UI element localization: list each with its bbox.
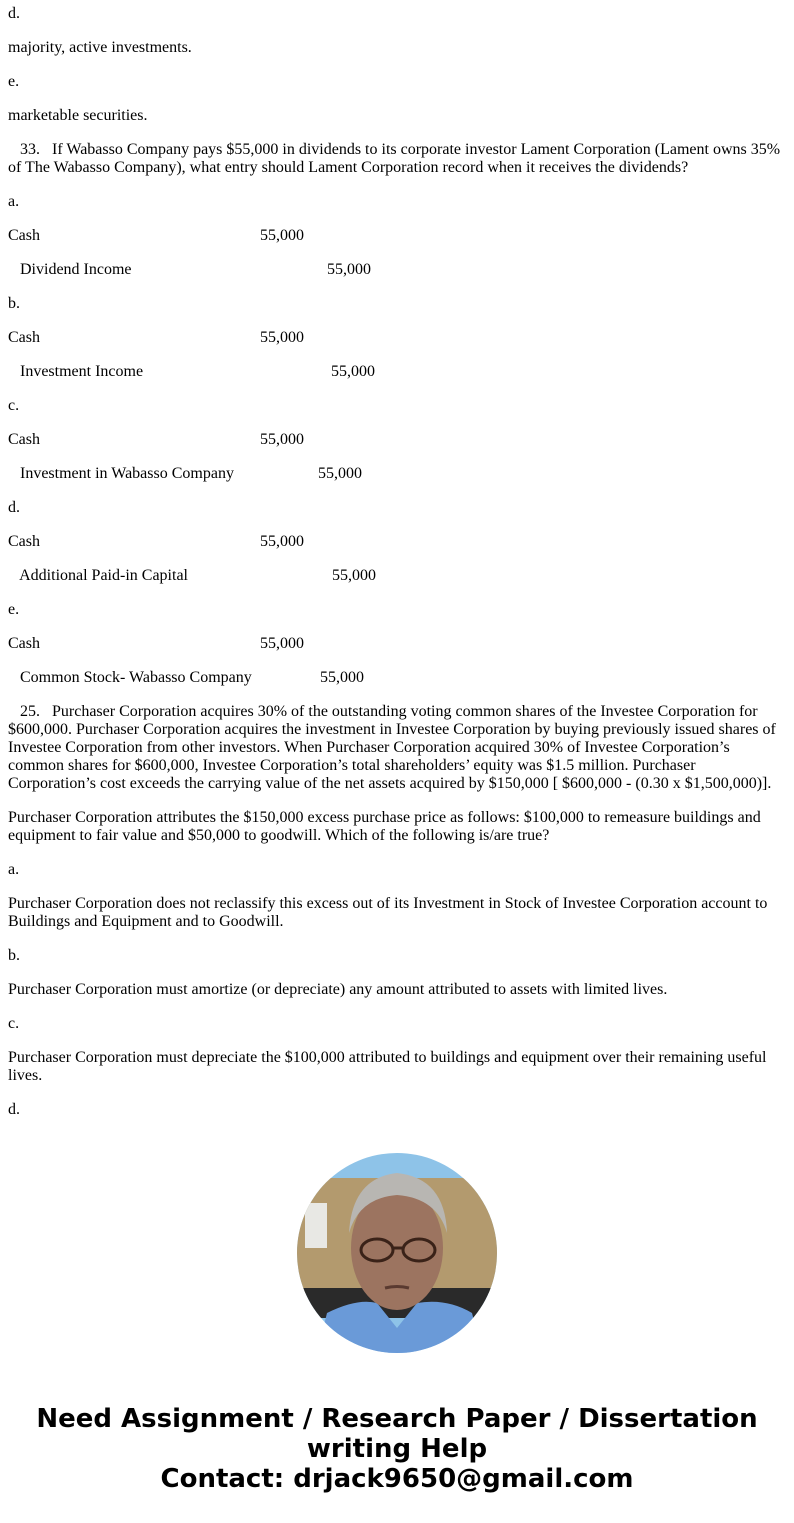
debit-account: Cash <box>8 635 40 652</box>
option-letter: a. <box>8 861 20 878</box>
question-25-text-continued: Purchaser Corporation attributes the $150,000 excess purchase price as follows: $100,000 to remeasure buildings and equipment to fair value and $50,000 to goodwill. Which of the following is/are true? <box>8 809 761 844</box>
option-text: Purchaser Corporation must amortize (or depreciate) any amount attributed to assets with limited lives. <box>8 981 668 998</box>
credit-account: Investment Income <box>8 363 144 380</box>
credit-account: Common Stock- Wabasso Company <box>8 669 252 686</box>
banner-line: writing Help <box>306 1434 488 1464</box>
debit-amount: 55,000 <box>260 431 304 448</box>
debit-amount: 55,000 <box>260 329 304 346</box>
option-text: Purchaser Corporation must depreciate the $100,000 attributed to buildings and equipment over their remaining useful lives. <box>8 1049 767 1084</box>
debit-account: Cash <box>8 431 40 448</box>
question-25-text: 25. Purchaser Corporation acquires 30% of the outstanding voting common shares of the Investee Corporation for $600,000. Purchaser Corporation acquires the investment in Investee Corporation by buying previously issued shares of Investee Corporation from other investors. When Purchaser Corporation acquired 30% of Investee Corporation’s common shares for $600,000, Investee Corporation’s total shareholders’ equity was $1.5 million. Purchaser Corporation’s cost exceeds the carrying value of the net assets acquired by $150,000 [ $600,000 - (0.30 x $1,500,000)]. <box>8 703 780 792</box>
option-letter: b. <box>8 947 20 964</box>
journal-debit-line <box>8 635 786 653</box>
option-letter: d. <box>8 1101 20 1118</box>
credit-amount: 55,000 <box>332 567 376 584</box>
question-33-text: 33. If Wabasso Company pays $55,000 in dividends to its corporate investor Lament Corporation (Lament owns 35% of The Wabasso Company), what entry should Lament Corporation record when it receives the dividends? <box>8 141 785 176</box>
journal-debit-line <box>8 329 786 347</box>
contact-email: Contact: drjack9650@gmail.com <box>160 1464 634 1494</box>
journal-credit-line <box>8 465 786 483</box>
debit-amount: 55,000 <box>260 635 304 652</box>
author-avatar <box>297 1153 497 1353</box>
debit-account: Cash <box>8 329 40 346</box>
option-letter: a. <box>8 193 20 210</box>
option-text: majority, active investments. <box>8 39 192 56</box>
journal-credit-line <box>8 567 786 585</box>
option-letter: c. <box>8 1015 20 1032</box>
option-letter: c. <box>8 397 20 414</box>
debit-amount: 55,000 <box>260 533 304 550</box>
debit-account: Cash <box>8 533 40 550</box>
option-letter: e. <box>8 601 20 618</box>
credit-amount: 55,000 <box>331 363 375 380</box>
option-text: marketable securities. <box>8 107 148 124</box>
credit-account: Dividend Income <box>8 261 132 278</box>
journal-debit-line <box>8 227 786 245</box>
credit-account: Additional Paid-in Capital <box>8 567 188 584</box>
option-letter: e. <box>8 73 20 90</box>
option-text: Purchaser Corporation does not reclassify this excess out of its Investment in Stock of Investee Corporation account to Buildings and Equipment and to Goodwill. <box>8 895 768 930</box>
credit-amount: 55,000 <box>320 669 364 686</box>
credit-amount: 55,000 <box>327 261 371 278</box>
debit-amount: 55,000 <box>260 227 304 244</box>
option-letter: d. <box>8 499 20 516</box>
credit-amount: 55,000 <box>318 465 362 482</box>
banner-line: Need Assignment / Research Paper / Dissertation <box>36 1404 758 1434</box>
debit-account: Cash <box>8 227 40 244</box>
journal-credit-line <box>8 363 786 381</box>
credit-account: Investment in Wabasso Company <box>8 465 234 482</box>
journal-debit-line <box>8 431 786 449</box>
contact-banner <box>0 1404 794 1494</box>
option-letter: b. <box>8 295 20 312</box>
journal-debit-line <box>8 533 786 551</box>
option-letter: d. <box>8 5 20 22</box>
journal-credit-line <box>8 669 786 687</box>
journal-credit-line <box>8 261 786 279</box>
